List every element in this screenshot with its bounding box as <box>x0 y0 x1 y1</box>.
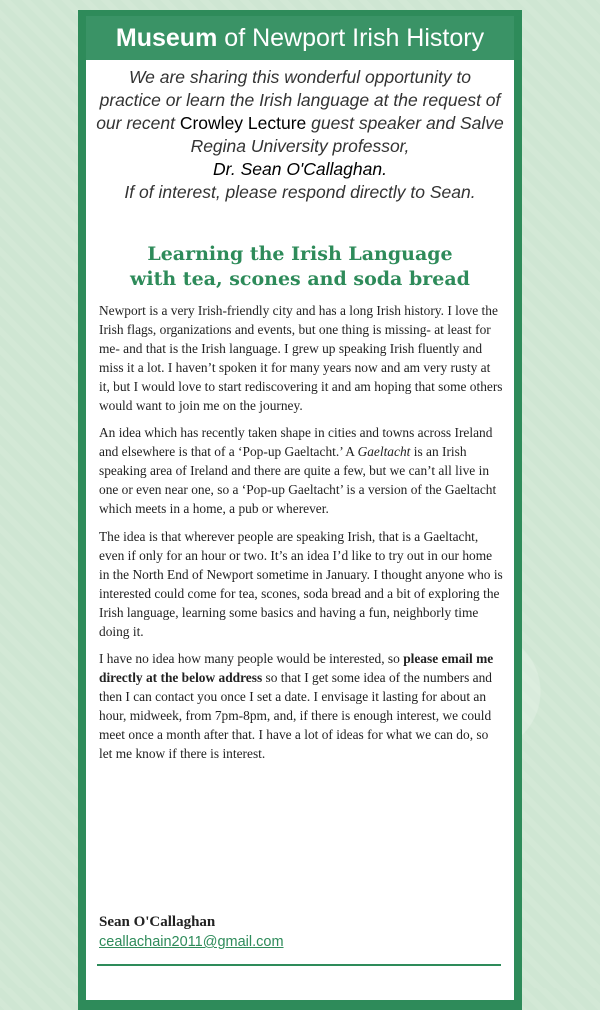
intro-text-2: guest speaker and Salve Regina University professor, <box>190 113 504 156</box>
article-body <box>99 302 503 773</box>
article-title-line2: with tea, scones and soda bread <box>130 268 470 290</box>
footer-divider <box>97 964 501 966</box>
p2-text-b: is an Irish speaking area of Ireland and there are quite a few, but we can’t all live in one or even near one, so a ‘Pop-up Gaeltacht’ is a version of the Gaeltacht which meets in a home, a pub or wherever. <box>99 444 497 517</box>
paragraph-3: The idea is that wherever people are speaking Irish, that is a Gaeltacht, even if only for an hour or two. It’s an idea I’d like to try out in our home in the North End of Newport sometime in January. I thought anyone who is interested could come for tea, scones, soda bread and a bit of exploring the Irish language, learning some basics and having a fun, neighborly time doing it. <box>99 528 503 639</box>
newsletter-header <box>86 16 514 60</box>
intro-lecture: Crowley Lecture <box>179 113 307 133</box>
paragraph-2 <box>99 424 503 519</box>
paragraph-4 <box>99 650 503 763</box>
p2-gaeltacht: Gaeltacht <box>357 444 411 460</box>
paragraph-1: Newport is a very Irish-friendly city and has a long Irish history. I love the Irish flags, organizations and events, but one thing is missing- at least for me- and that is the Irish language. I grew up speaking Irish fluently and miss it a lot. I haven’t spoken it for many years now and am very rusty at it, but I would love to start rediscovering it and am hoping that some others would want to join me on the journey. <box>99 303 503 413</box>
article-title-line1: Learning the Irish Language <box>147 243 453 265</box>
p4-text-c: so that I get some idea of the numbers and then I can contact you once I set a date. I envisage it lasting for about an hour, midweek, from 7pm-8pm, and, if there is enough interest, we could meet once a month after that. I have a lot of ideas for what we can do, so let me know if there is interest. <box>99 670 492 761</box>
p4-text-a: I have no idea how many people would be interested, so <box>99 651 404 667</box>
header-title: of Newport Irish History <box>224 23 485 52</box>
intro-text-1: We are sharing this wonderful opportunity to practice or learn the Irish language at the request of our recent <box>96 67 501 133</box>
signature-name: Sean O'Callaghan <box>99 914 216 930</box>
intro-speaker: Dr. Sean O'Callaghan. <box>213 159 387 179</box>
signature-email-link[interactable]: ceallachain2011@gmail.com <box>99 934 284 950</box>
intro-note <box>96 66 504 204</box>
p4-email-request: please email me directly at the below address <box>99 651 494 686</box>
header-museum: Museum <box>115 23 218 52</box>
article-title <box>96 242 504 292</box>
intro-text-3: If of interest, please respond directly to Sean. <box>124 182 476 202</box>
p2-text-a: An idea which has recently taken shape in cities and towns across Ireland and elsewhere is that of a ‘Pop-up Gaeltacht.’ A <box>99 425 493 460</box>
